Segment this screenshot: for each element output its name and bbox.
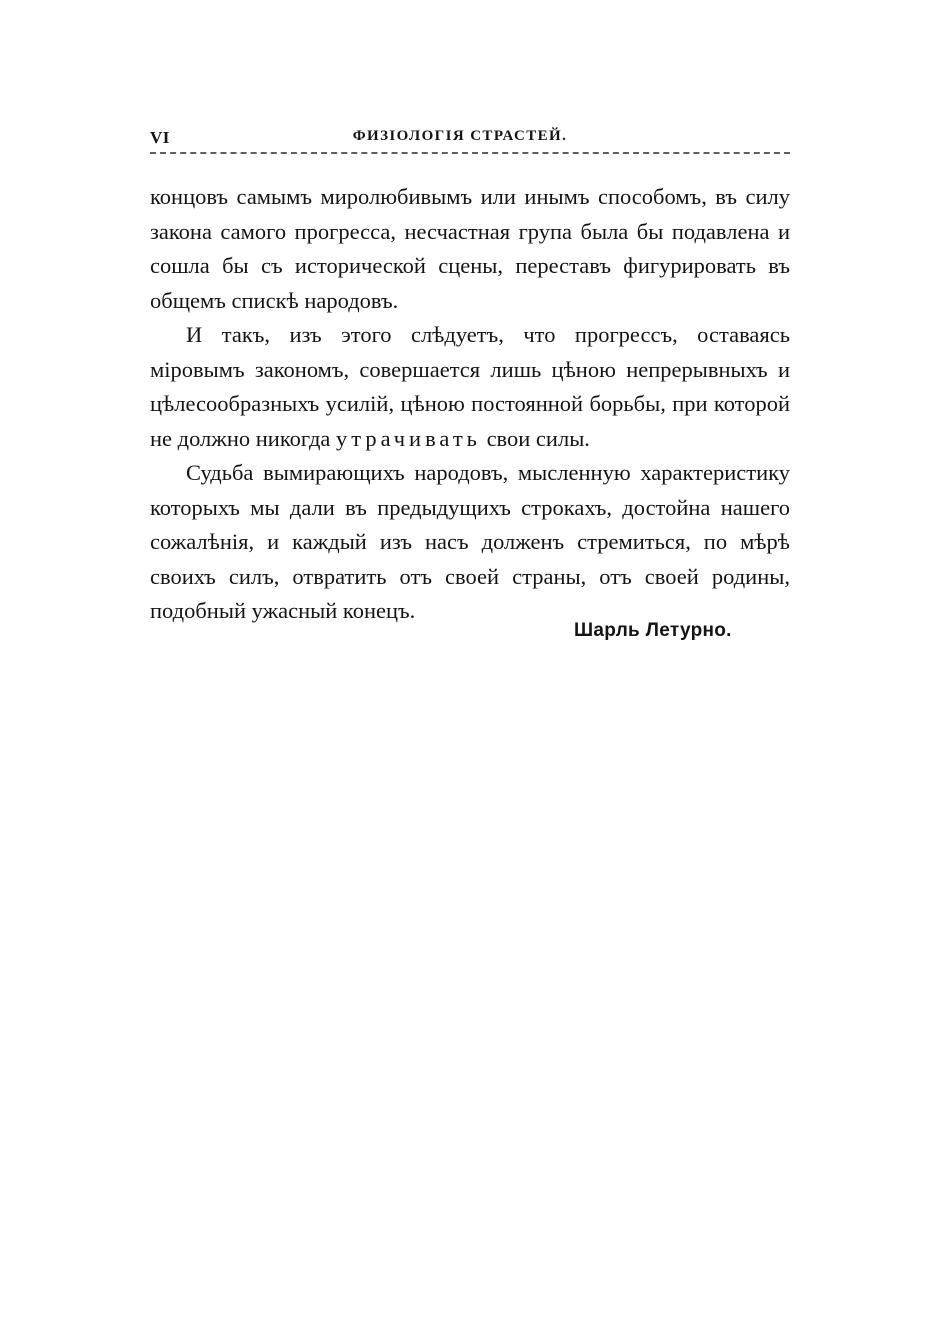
header-rule [150,152,790,154]
running-head [150,124,790,164]
running-title: ФИЗІОЛОГІЯ СТРАСТЕЙ. [352,128,568,144]
paragraph-1: концовъ самымъ миролюбивымъ или инымъ способомъ, въ силу закона самого прогресса, несчастная група была бы подавлена и сошла бы съ исторической сцены, переставъ фигурировать въ общемъ спискѣ народовъ. [150,184,790,313]
paragraph-2 [150,318,790,456]
spaced-emphasis-word: утрачивать [336,425,481,451]
paragraph-2-text-before: И такъ, изъ этого слѣдуетъ, что прогрессъ, оставаясь міровымъ закономъ, совершается лишь цѣною непрерывныхъ и цѣлесообразныхъ усилій, цѣною постоянной борьбы, при которой не должно никогда [150,322,790,451]
body-text [150,180,790,629]
paragraph-2-text-after: свои силы. [480,425,590,451]
page-number: VI [150,128,170,147]
author-signature: Шарль Летурно. [574,620,732,641]
paragraph-3: Судьба вымирающихъ народовъ, мысленную характеристику которыхъ мы дали въ предыдущихъ строкахъ, достойна нашего сожалѣнія, и каждый изъ насъ долженъ стремиться, по мѣрѣ своихъ силъ, отвратить отъ своей страны, отъ своей родины, подобный ужасный конецъ. [150,460,790,623]
